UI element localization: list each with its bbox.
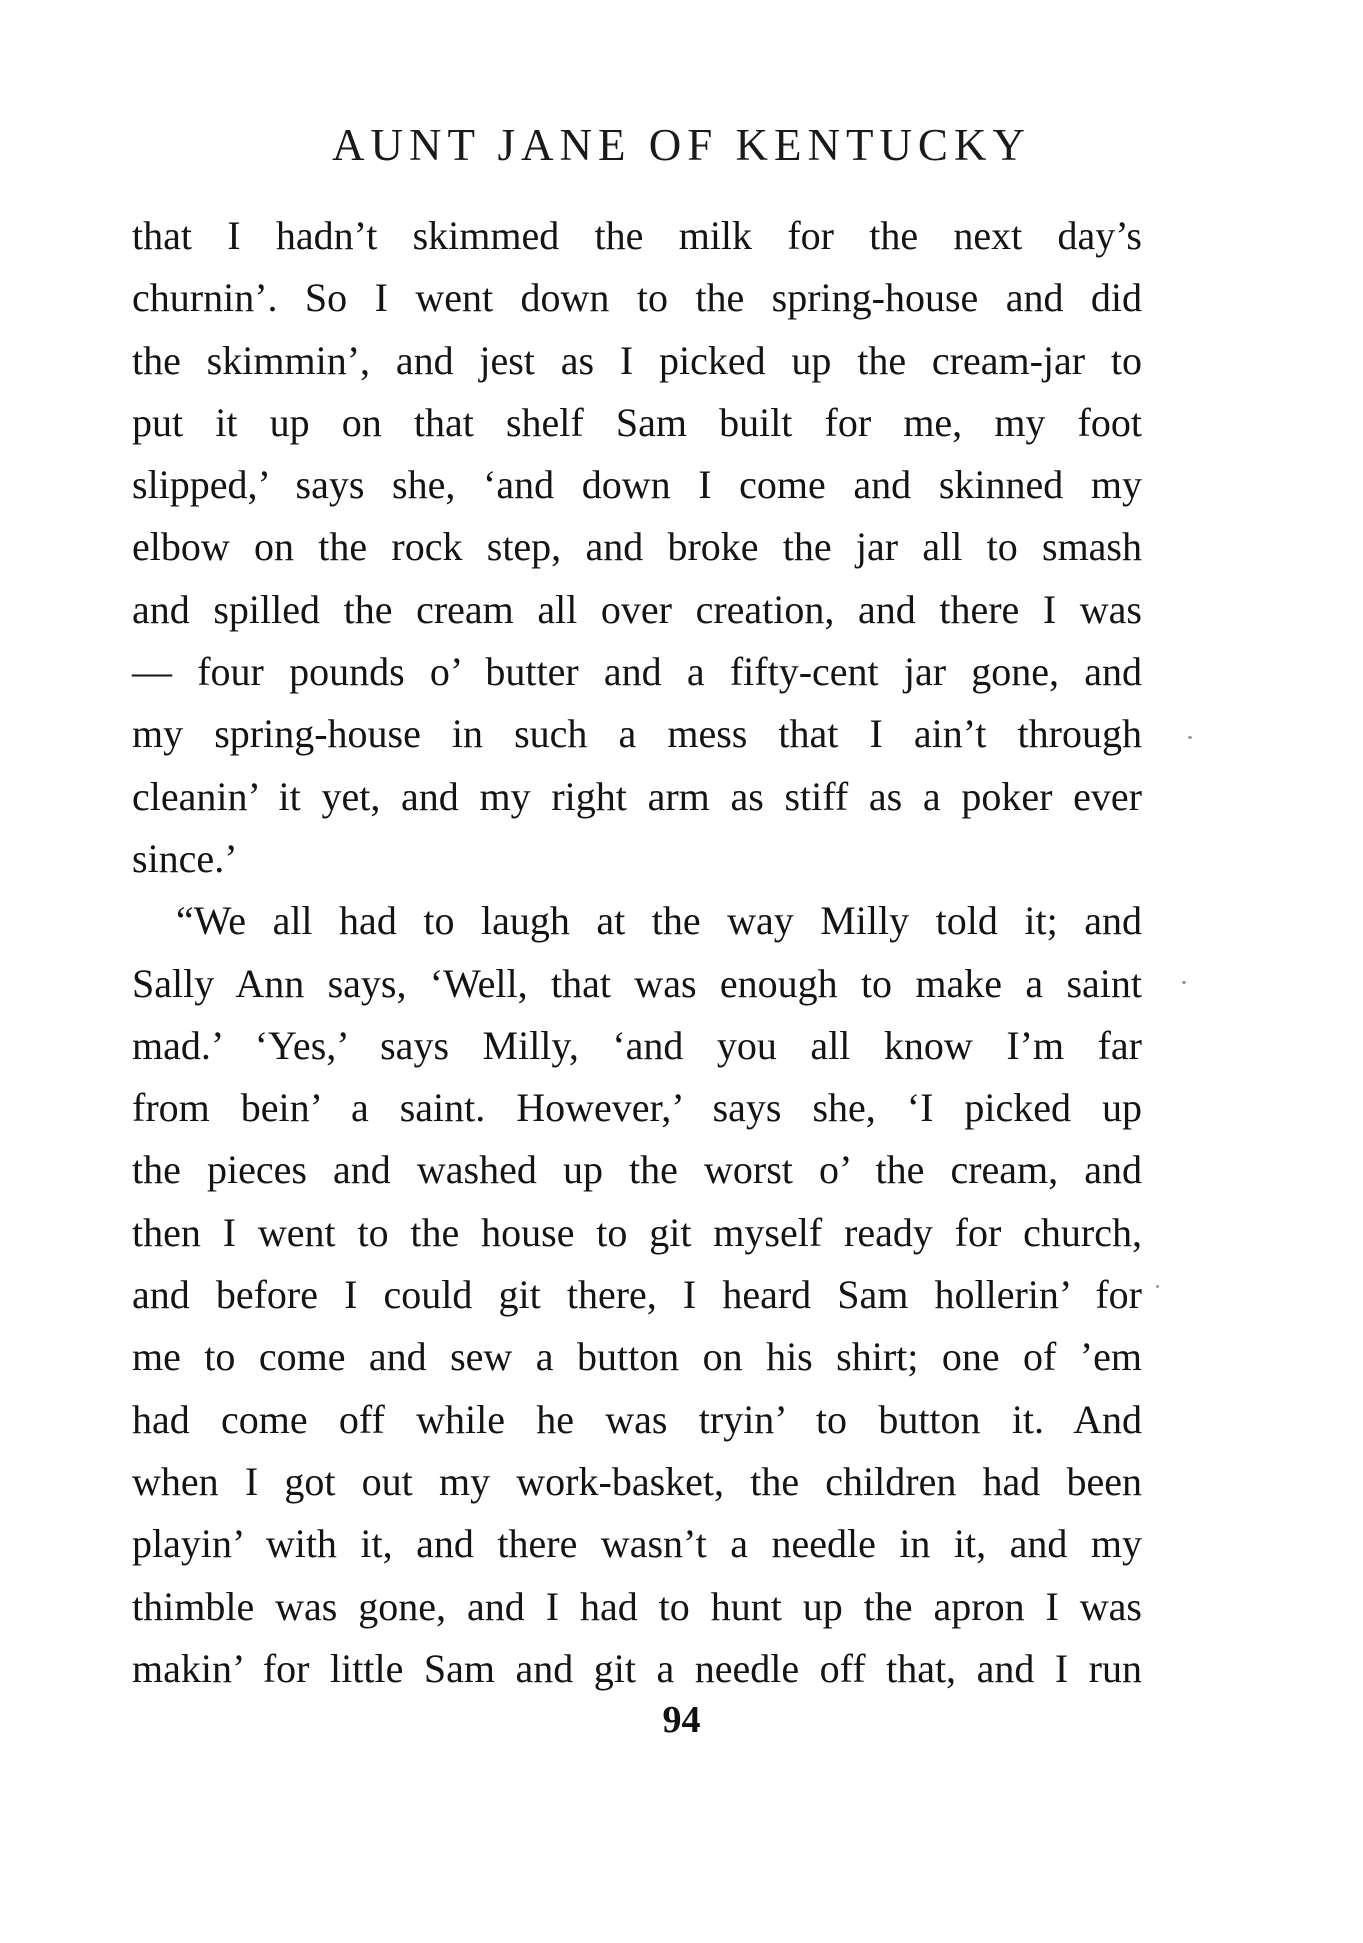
text-line: elbow on the rock step, and broke the jar all to smash	[132, 524, 1142, 570]
text-line: — four pounds o’ butter and a fifty-cent jar gone, and	[132, 649, 1142, 695]
text-line: and before I could git there, I heard Sam hollerin’ for	[132, 1272, 1142, 1318]
text-line: since.’	[132, 835, 238, 881]
text-line: mad.’ ‘Yes,’ says Milly, ‘and you all know I’m far	[132, 1022, 1142, 1068]
text-line: playin’ with it, and there wasn’t a needle in it, and my	[132, 1521, 1142, 1567]
text-line: churnin’. So I went down to the spring-house and did	[132, 275, 1142, 321]
text-line: “We all had to laugh at the way Milly told it; and	[176, 898, 1142, 944]
text-line: me to come and sew a button on his shirt; one of ’em	[132, 1334, 1142, 1380]
text-line: and spilled the cream all over creation, and there I was	[132, 586, 1142, 632]
text-line: thimble was gone, and I had to hunt up the apron I was	[132, 1583, 1142, 1629]
text-line: Sally Ann says, ‘Well, that was enough to make a saint	[132, 960, 1142, 1006]
running-head: AUNT JANE OF KENTUCKY	[332, 120, 1031, 170]
text-line: that I hadn’t skimmed the milk for the next day’s	[132, 213, 1142, 258]
margin-speck	[1156, 1285, 1159, 1288]
text-line: cleanin’ it yet, and my right arm as stiff as a poker ever	[132, 773, 1142, 819]
page-number: 94	[662, 1699, 701, 1741]
text-line: had come off while he was tryin’ to button it. And	[132, 1396, 1142, 1442]
body-text	[132, 205, 1142, 1700]
text-line: the pieces and washed up the worst o’ the cream, and	[132, 1147, 1142, 1193]
text-line: makin’ for little Sam and git a needle off that, and I run	[132, 1645, 1142, 1691]
text-line: from bein’ a saint. However,’ says she, ‘I picked up	[132, 1085, 1142, 1131]
text-line: the skimmin’, and jest as I picked up the cream-jar to	[132, 337, 1142, 383]
text-line: then I went to the house to git myself ready for church,	[132, 1209, 1142, 1255]
margin-speck	[1188, 736, 1192, 739]
text-line: slipped,’ says she, ‘and down I come and skinned my	[132, 462, 1142, 508]
text-line: when I got out my work-basket, the children had been	[132, 1458, 1142, 1504]
margin-speck	[1182, 981, 1186, 984]
text-line: put it up on that shelf Sam built for me, my foot	[132, 399, 1142, 445]
text-line: my spring-house in such a mess that I ain’t through	[132, 711, 1142, 757]
